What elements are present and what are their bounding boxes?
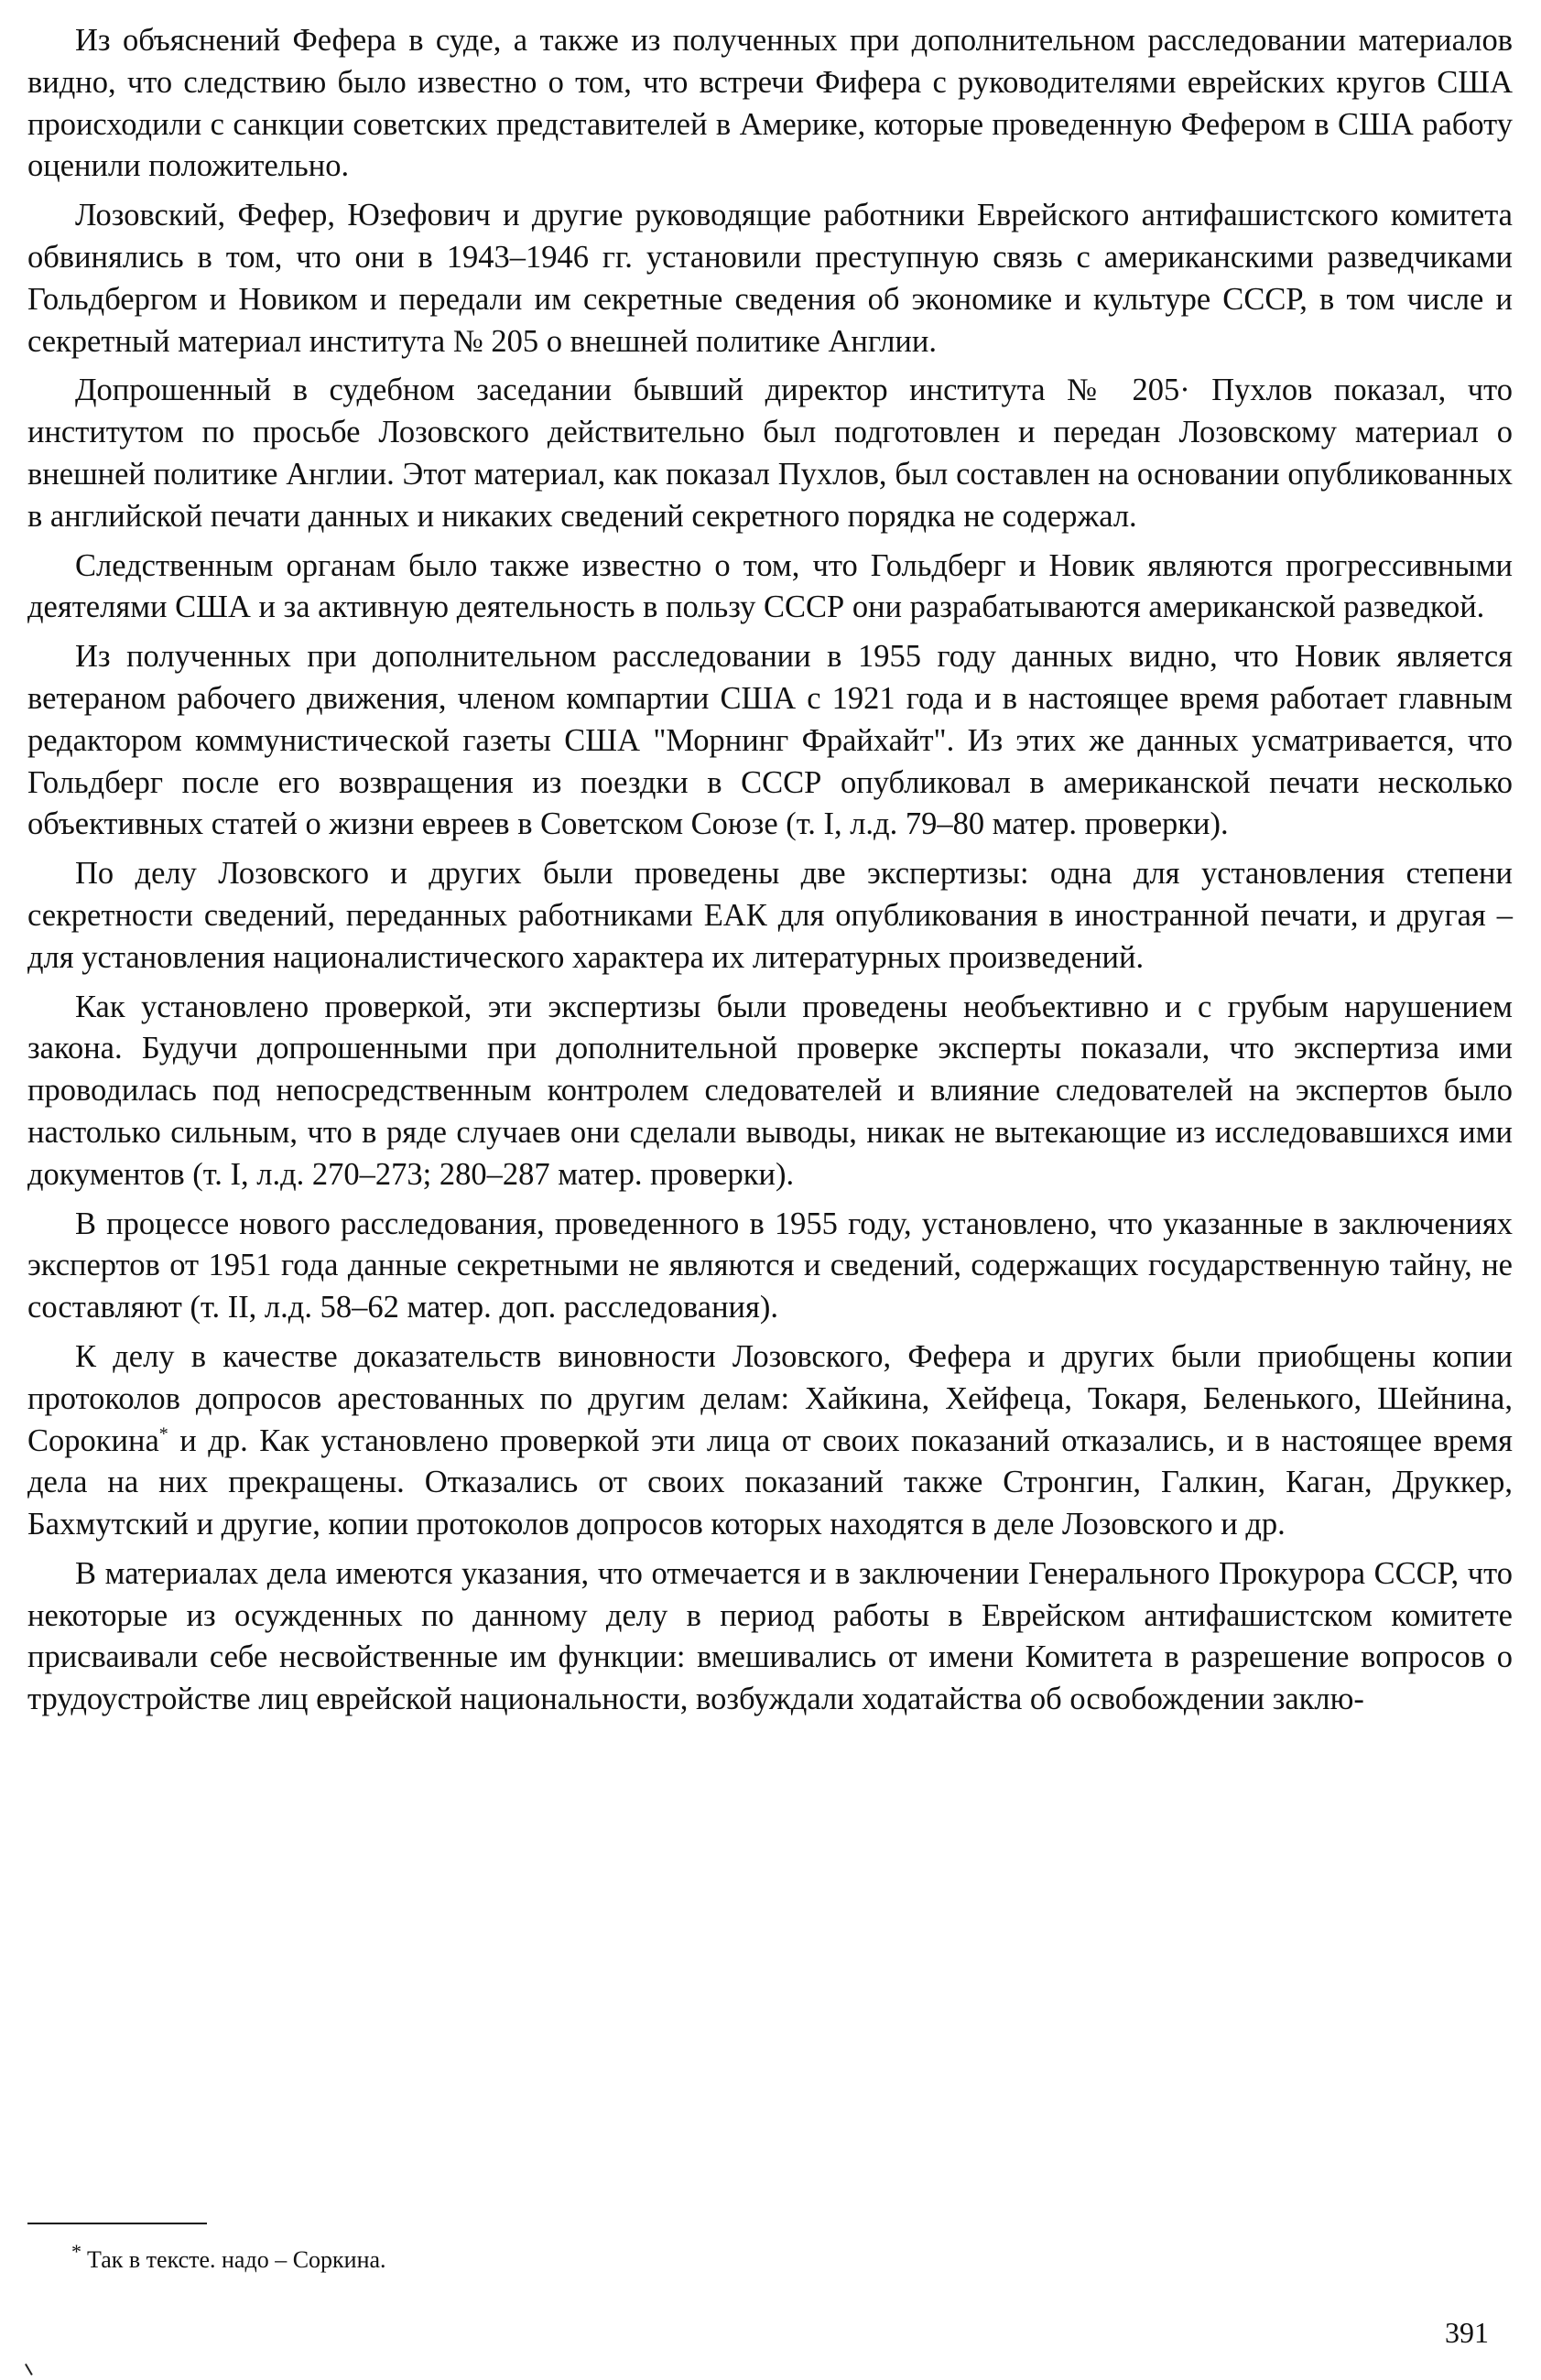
paragraph-10: В материалах дела имеются указания, что отмечается и в заключении Генерального Прокурора СССР, что некоторые из осужденных по данному делу в период работы в Еврейском антифашистском комитете присваивали себе несвойственные им функции: вмешивались от имени Комитета в разрешение вопросов о трудоустройстве лиц еврейской национальности, возбуждали ходатайства об освобождении заклю- [27, 1555, 1513, 1717]
paragraph-1: Из объяснений Фефера в суде, а также из полученных при дополнительном расследовании материалов видно, что следствию было известно о том, что встречи Фифера с руководителями еврейских кругов США происходили с санкции советских представителей в Америке, которые проведенную Фефером в США работу оценили положительно. [27, 23, 1513, 184]
paragraph-9-with-footnote-ref [27, 1336, 1513, 1546]
footnote [71, 2240, 386, 2276]
paragraph-2: Лозовский, Фефер, Юзефович и другие руководящие работники Еврейского антифашистского комитета обвинялись в том, что они в 1943–1946 гг. установили преступную связь с американскими разведчиками Гольдбергом и Новиком и передали им секретные сведения об экономике и культуре СССР, в том числе и секретный материал института № 205 о внешней политике Англии. [27, 198, 1513, 359]
paragraph-3: Допрошенный в судебном заседании бывший директор института № 205· Пухлов показал, что институтом по просьбе Лозовского действительно был подготовлен и передан Лозовскому материал о внешней политике Англии. Этот материал, как показал Пухлов, был составлен на основании опубликованных в английской печати данных и никаких сведений секретного порядка не содержал. [27, 373, 1513, 534]
paragraph-8: В процессе нового расследования, проведенного в 1955 году, установлено, что указанные в заключениях экспертов от 1951 года данные секретными не являются и сведений, содержащих государственную тайну, не составляют (т. II, л.д. 58–62 матер. доп. расследования). [27, 1206, 1513, 1325]
paragraph-9-after: и др. Как установлено проверкой эти лица от своих показаний отказались, и в настоящее время дела на них прекращены. Отказались от своих показаний также Стронгин, Галкин, Каган, Друккер, Бахмутский и другие, копии протоколов допросов которых находятся в деле Лозовского и др. [27, 1423, 1513, 1542]
paragraph-7: Как установлено проверкой, эти экспертизы были проведены необъективно и с грубым нарушением закона. Будучи допрошенными при дополнительной проверке эксперты показали, что экспертиза ими проводилась под непосредственным контролем следователей и влияние следователей на экспертов было настолько сильным, что в ряде случаев они сделали выводы, никак не вытекающие из исследовавшихся ими документов (т. I, л.д. 270–273; 280–287 матер. проверки). [27, 989, 1513, 1192]
paragraph-6: По делу Лозовского и других были проведены две экспертизы: одна для установления степени секретности сведений, переданных работниками ЕАК для опубликования в иностранной печати, и другая – для установления националистического характера их литературных произведений. [27, 856, 1513, 975]
footnote-reference-mark[interactable]: * [158, 1423, 168, 1444]
paragraph-4: Следственным органам было также известно о том, что Гольдберг и Новик являются прогрессивными деятелями США и за активную деятельность в пользу СССР они разрабатываются американской разведкой. [27, 547, 1513, 625]
footnote-divider [27, 2223, 207, 2224]
page-body [27, 20, 1513, 1728]
scan-artifact-mark [25, 2361, 38, 2375]
paragraph-5: Из полученных при дополнительном расследовании в 1955 году данных видно, что Новик является ветераном рабочего движения, членом компартии США с 1921 года и в настоящее время работает главным редактором коммунистической газеты США "Морнинг Фрайхайт". Из этих же данных усматривается, что Гольдберг после его возвращения из поездки в СССР опубликовал в американской печати несколько объективных статей о жизни евреев в Советском Союзе (т. I, л.д. 79–80 матер. проверки). [27, 639, 1513, 842]
footnote-text: Так в тексте. надо – Соркина. [87, 2246, 386, 2273]
footnote-mark: * [71, 2240, 81, 2264]
paragraph-9-before: К делу в качестве доказательств виновности Лозовского, Фефера и других были приобщены копии протоколов допросов арестованных по другим делам: Хайкина, Хейфеца, Токаря, Беленького, Шейнина, Сорокина [27, 1338, 1513, 1458]
page-number: 391 [1445, 2316, 1489, 2349]
